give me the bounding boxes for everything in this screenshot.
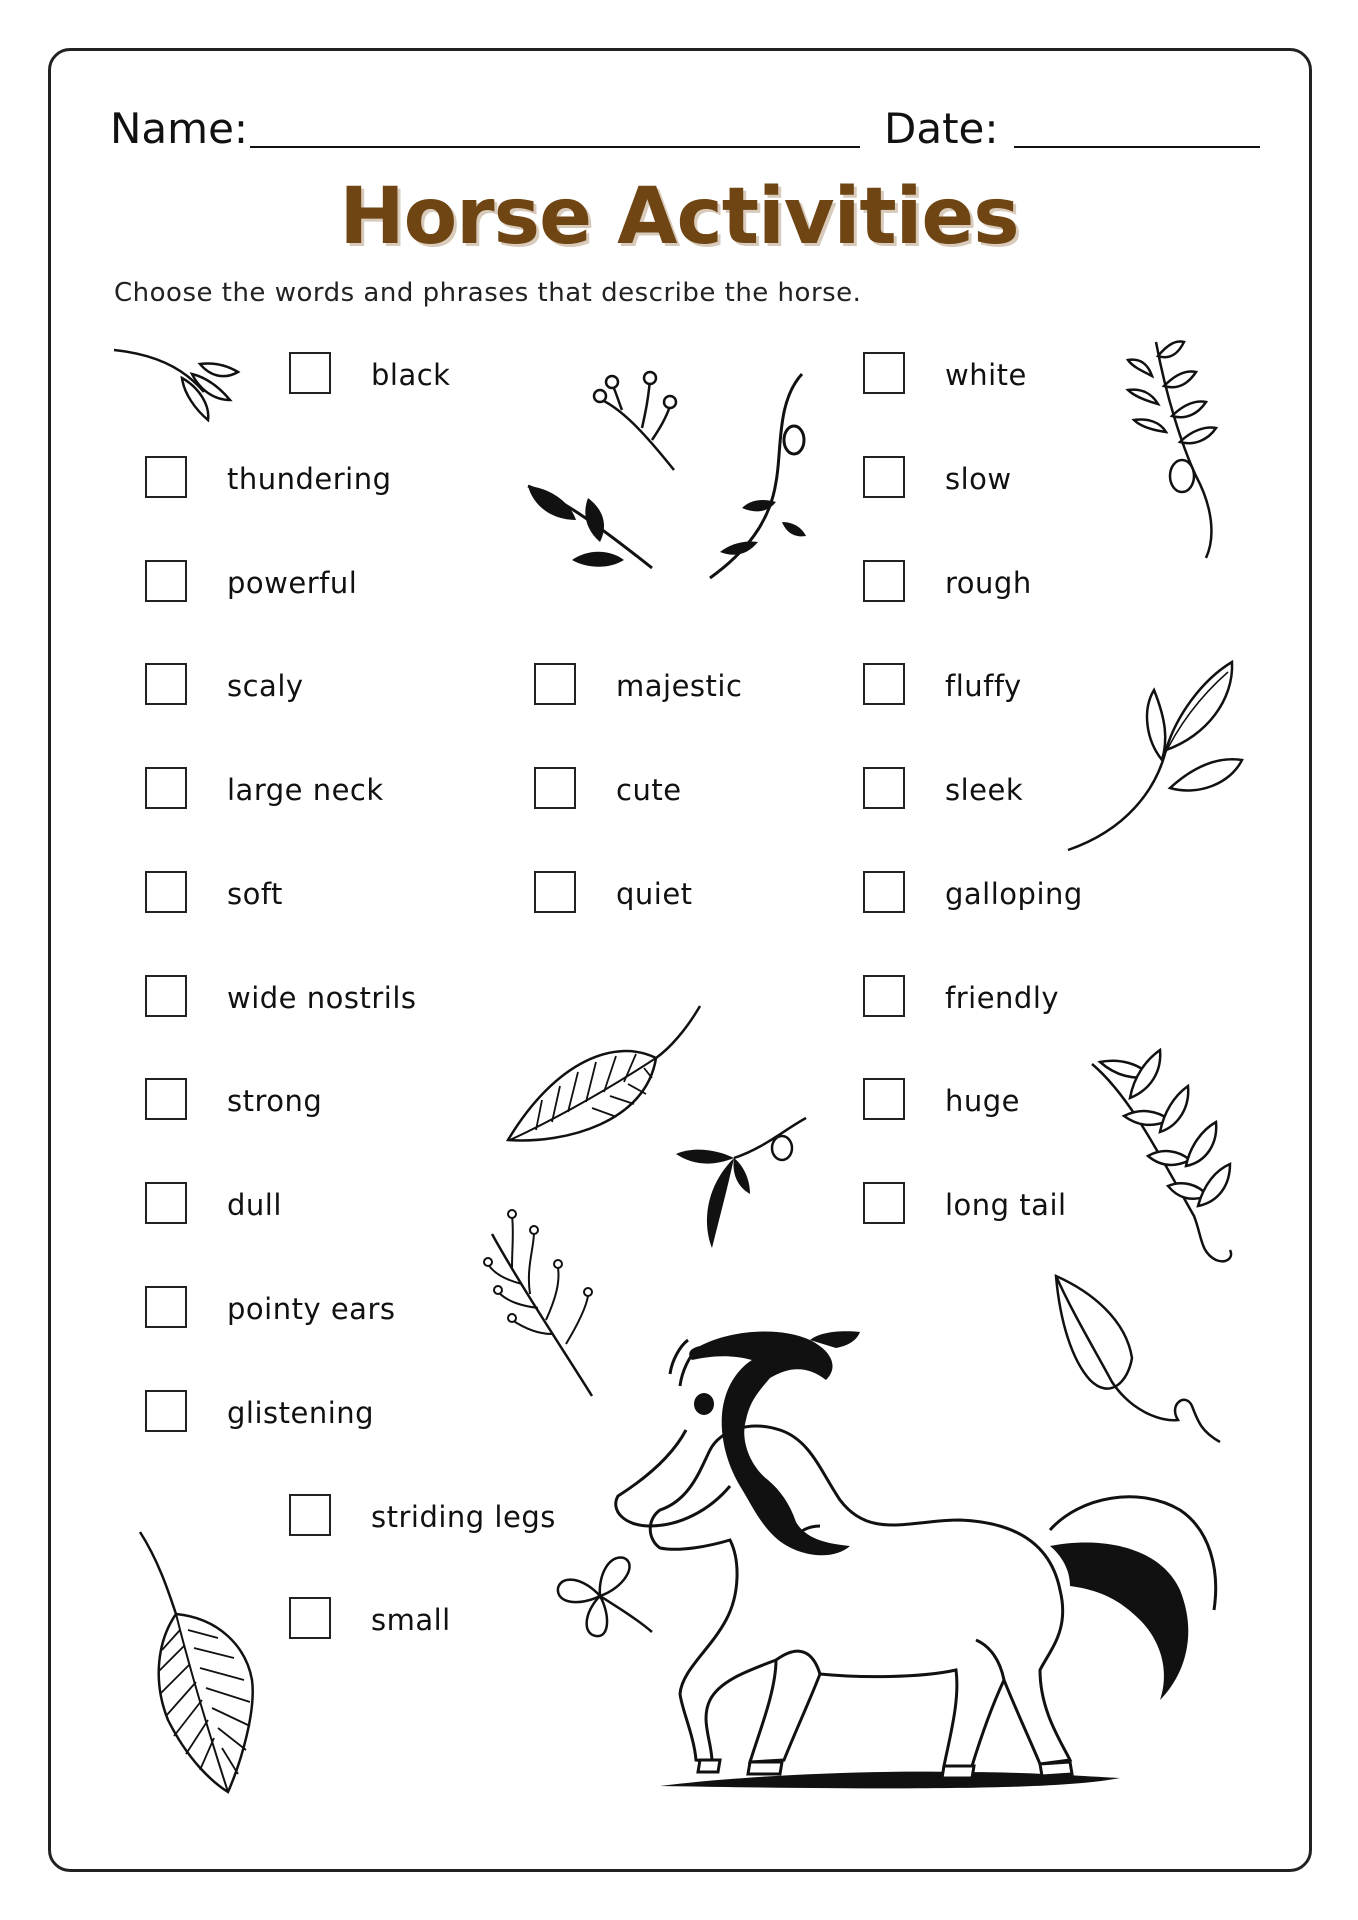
checkbox[interactable] bbox=[863, 663, 905, 705]
instructions: Choose the words and phrases that describe the horse. bbox=[114, 278, 862, 308]
option-label: large neck bbox=[227, 773, 384, 807]
checkbox[interactable] bbox=[534, 663, 576, 705]
checkbox[interactable] bbox=[145, 871, 187, 913]
date-field[interactable] bbox=[1014, 146, 1260, 148]
fern-icon bbox=[1126, 336, 1226, 560]
checkbox[interactable] bbox=[145, 1286, 187, 1328]
option-label: sleek bbox=[945, 773, 1024, 807]
checkbox[interactable] bbox=[534, 871, 576, 913]
option-label: soft bbox=[227, 877, 283, 911]
option-label: black bbox=[371, 358, 451, 392]
option-label: thundering bbox=[227, 462, 392, 496]
option-label: cute bbox=[616, 773, 682, 807]
checkbox[interactable] bbox=[863, 1182, 905, 1224]
option-label: striding legs bbox=[371, 1500, 556, 1534]
page-title: Horse Activities bbox=[339, 172, 1019, 262]
option-label: small bbox=[371, 1603, 451, 1637]
option-label: wide nostrils bbox=[227, 981, 417, 1015]
date-label: Date: bbox=[884, 104, 999, 153]
option-label: galloping bbox=[945, 877, 1083, 911]
checkbox[interactable] bbox=[863, 560, 905, 602]
option-label: friendly bbox=[945, 981, 1060, 1015]
checkbox[interactable] bbox=[145, 560, 187, 602]
horse-illustration bbox=[600, 1290, 1240, 1810]
option-label: fluffy bbox=[945, 669, 1022, 703]
checkbox[interactable] bbox=[289, 1597, 331, 1639]
option-label: white bbox=[945, 358, 1027, 392]
fern-icon bbox=[138, 1530, 262, 1794]
leaf-sprig-icon bbox=[1066, 660, 1246, 854]
option-label: strong bbox=[227, 1084, 323, 1118]
option-label: rough bbox=[945, 566, 1032, 600]
option-label: pointy ears bbox=[227, 1292, 396, 1326]
checkbox[interactable] bbox=[863, 767, 905, 809]
option-label: glistening bbox=[227, 1396, 375, 1430]
checkbox[interactable] bbox=[289, 1494, 331, 1536]
vine-icon bbox=[706, 372, 806, 582]
leaf-icon bbox=[674, 1116, 810, 1252]
checkbox[interactable] bbox=[289, 352, 331, 394]
checkbox[interactable] bbox=[145, 663, 187, 705]
leaf-icon bbox=[506, 1004, 702, 1146]
option-label: slow bbox=[945, 462, 1012, 496]
name-label: Name: bbox=[110, 104, 249, 153]
checkbox[interactable] bbox=[534, 767, 576, 809]
option-label: dull bbox=[227, 1188, 282, 1222]
checkbox[interactable] bbox=[863, 456, 905, 498]
option-label: quiet bbox=[616, 877, 693, 911]
checkbox[interactable] bbox=[145, 1182, 187, 1224]
berry-branch-icon bbox=[482, 1208, 606, 1398]
option-label: majestic bbox=[616, 669, 743, 703]
checkbox[interactable] bbox=[145, 1390, 187, 1432]
option-label: powerful bbox=[227, 566, 358, 600]
fern-icon bbox=[1090, 1036, 1246, 1266]
option-label: scaly bbox=[227, 669, 304, 703]
checkbox[interactable] bbox=[145, 1078, 187, 1120]
leaf-icon bbox=[524, 480, 654, 570]
name-field[interactable] bbox=[250, 146, 860, 148]
checkbox[interactable] bbox=[863, 975, 905, 1017]
option-label: long tail bbox=[945, 1188, 1067, 1222]
checkbox[interactable] bbox=[863, 871, 905, 913]
checkbox[interactable] bbox=[145, 456, 187, 498]
option-label: huge bbox=[945, 1084, 1021, 1118]
leaf-sprig-icon bbox=[112, 344, 242, 424]
checkbox[interactable] bbox=[863, 1078, 905, 1120]
checkbox[interactable] bbox=[863, 352, 905, 394]
checkbox[interactable] bbox=[145, 767, 187, 809]
checkbox[interactable] bbox=[145, 975, 187, 1017]
berry-branch-icon bbox=[592, 370, 682, 470]
